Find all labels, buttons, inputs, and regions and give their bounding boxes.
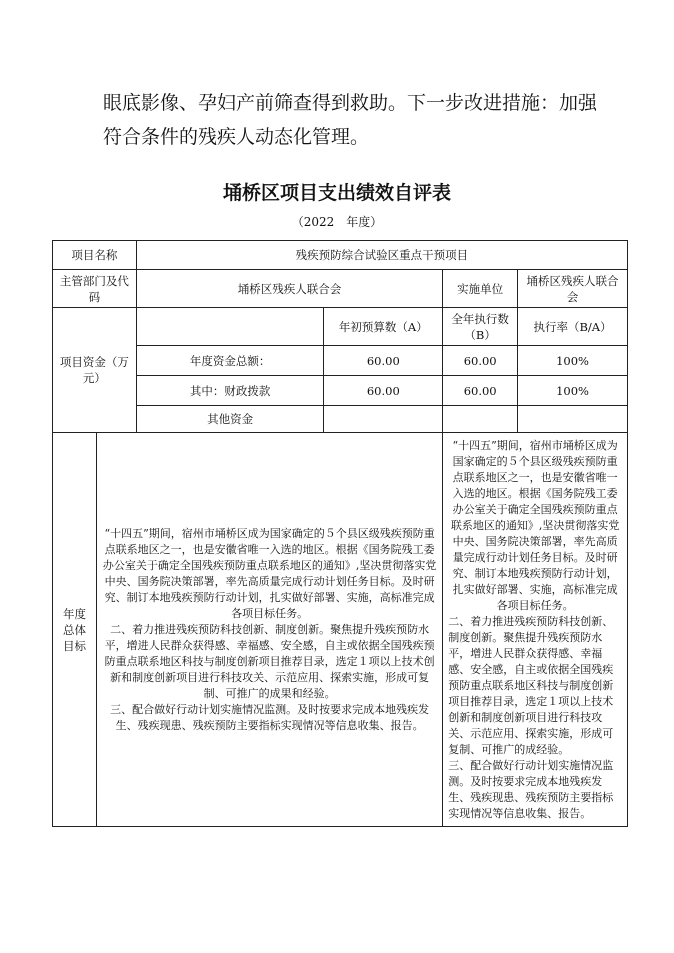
project-name-value: 残疾预防综合试验区重点干预项目 — [136, 241, 627, 270]
row-label: 其中：财政拨款 — [136, 376, 324, 406]
table-row — [53, 433, 628, 827]
row-label: 其他资金 — [136, 406, 324, 433]
goals-target-text — [96, 433, 442, 827]
table-row — [53, 270, 628, 308]
row-budget — [324, 406, 443, 433]
row-budget: 60.00 — [324, 376, 443, 406]
intro-paragraph-line-2 — [103, 118, 623, 156]
row-exec: 60.00 — [443, 376, 518, 406]
performance-table — [52, 240, 628, 827]
funds-header-blank — [136, 308, 324, 346]
col-budget-header: 年初预算数（A） — [324, 308, 443, 346]
goals-target-paragraph: 三、配合做好行动计划实施情况监测。及时按要求完成本地残疾发生、残疾现患、残疾预防主要指标实现情况等信息收集、报告。 — [110, 702, 430, 732]
intro-text-1: 眼底影像、孕妇产前筛查得到救助。下一步改进措施：加强 — [103, 92, 598, 114]
goals-actual-text — [443, 433, 628, 827]
goals-target-paragraph: 二、着力推进残疾预防科技创新、制度创新。聚焦提升残疾预防水平，增进人民群众获得感、幸福感、安全感，自主或依据全国残疾预防重点联系地区科技与制度创新项目推荐目录，选定１项以上技术创新和制度创新项目进行科技攻关、示范应用、探索实施，形成可复制、可推广的成果和经验。 — [104, 622, 435, 700]
goals-actual-paragraph: “十四五”期间，宿州市埇桥区成为国家确定的５个县区级残疾预防重点联系地区之一，也是安徽省唯一入选的地区。根据《国务院残工委办公室关于确定全国残疾预防重点联系地区的通知》,坚决贯彻落实党中央、国务院决策部署，率先高质量完成行动计划任务目标。及时研究、制订本地残疾预防行动计划，扎实做好部署、实施，高标准完成各项目标任务。 — [450, 438, 620, 612]
document-title: 埇桥区项目支出绩效自评表 — [222, 182, 451, 204]
dept-value: 埇桥区残疾人联合会 — [136, 270, 442, 308]
goals-target-paragraph: “十四五”期间，宿州市埇桥区成为国家确定的５个县区级残疾预防重点联系地区之一，也是安徽省唯一入选的地区。根据《国务院残工委办公室关于确定全国残疾预防重点联系地区的通知》,坚决贯彻落实党中央、国务院决策部署，率先高质量完成行动计划任务目标。及时研究、制订本地残疾预防行动计划，扎实做好部署、实施，高标准完成各项目标任务。 — [102, 526, 437, 620]
table-row — [53, 308, 628, 346]
row-label: 年度资金总额： — [136, 346, 324, 376]
row-rate: 100% — [518, 346, 628, 376]
document-year: （2022 年度） — [291, 215, 383, 229]
col-rate-header: 执行率（B/A） — [518, 308, 628, 346]
row-rate: 100% — [518, 376, 628, 406]
row-exec — [443, 406, 518, 433]
row-rate — [518, 406, 628, 433]
dept-label: 主管部门及代码 — [53, 270, 137, 308]
table-row — [53, 406, 628, 433]
table-row — [53, 346, 628, 376]
goals-label: 年度总体目标 — [53, 433, 97, 827]
row-exec: 60.00 — [443, 346, 518, 376]
goals-actual-paragraph: 三、配合做好行动计划实施情况监测。及时按要求完成本地残疾发生、残疾现患、残疾预防主要指标实现情况等信息收集、报告。 — [448, 758, 614, 820]
funds-label: 项目资金（万元） — [53, 308, 137, 433]
intro-text-2: 符合条件的残疾人动态化管理。 — [103, 126, 370, 148]
goals-actual-paragraph: 二、着力推进残疾预防科技创新、制度创新。聚焦提升残疾预防水平，增进人民群众获得感、幸福感、安全感，自主或依据全国残疾预防重点联系地区科技与制度创新项目推荐目录，选定１项以上技术创新和制度创新项目进行科技攻关、示范应用、探索实施，形成可复制、可推广的成经验。 — [448, 614, 614, 756]
impl-label: 实施单位 — [443, 270, 518, 308]
col-exec-header: 全年执行数（B） — [443, 308, 518, 346]
intro-paragraph-line-1 — [103, 84, 623, 122]
table-row — [53, 241, 628, 270]
impl-value: 埇桥区残疾人联合会 — [518, 270, 628, 308]
project-name-label: 项目名称 — [53, 241, 137, 270]
row-budget: 60.00 — [324, 346, 443, 376]
table-row — [53, 376, 628, 406]
